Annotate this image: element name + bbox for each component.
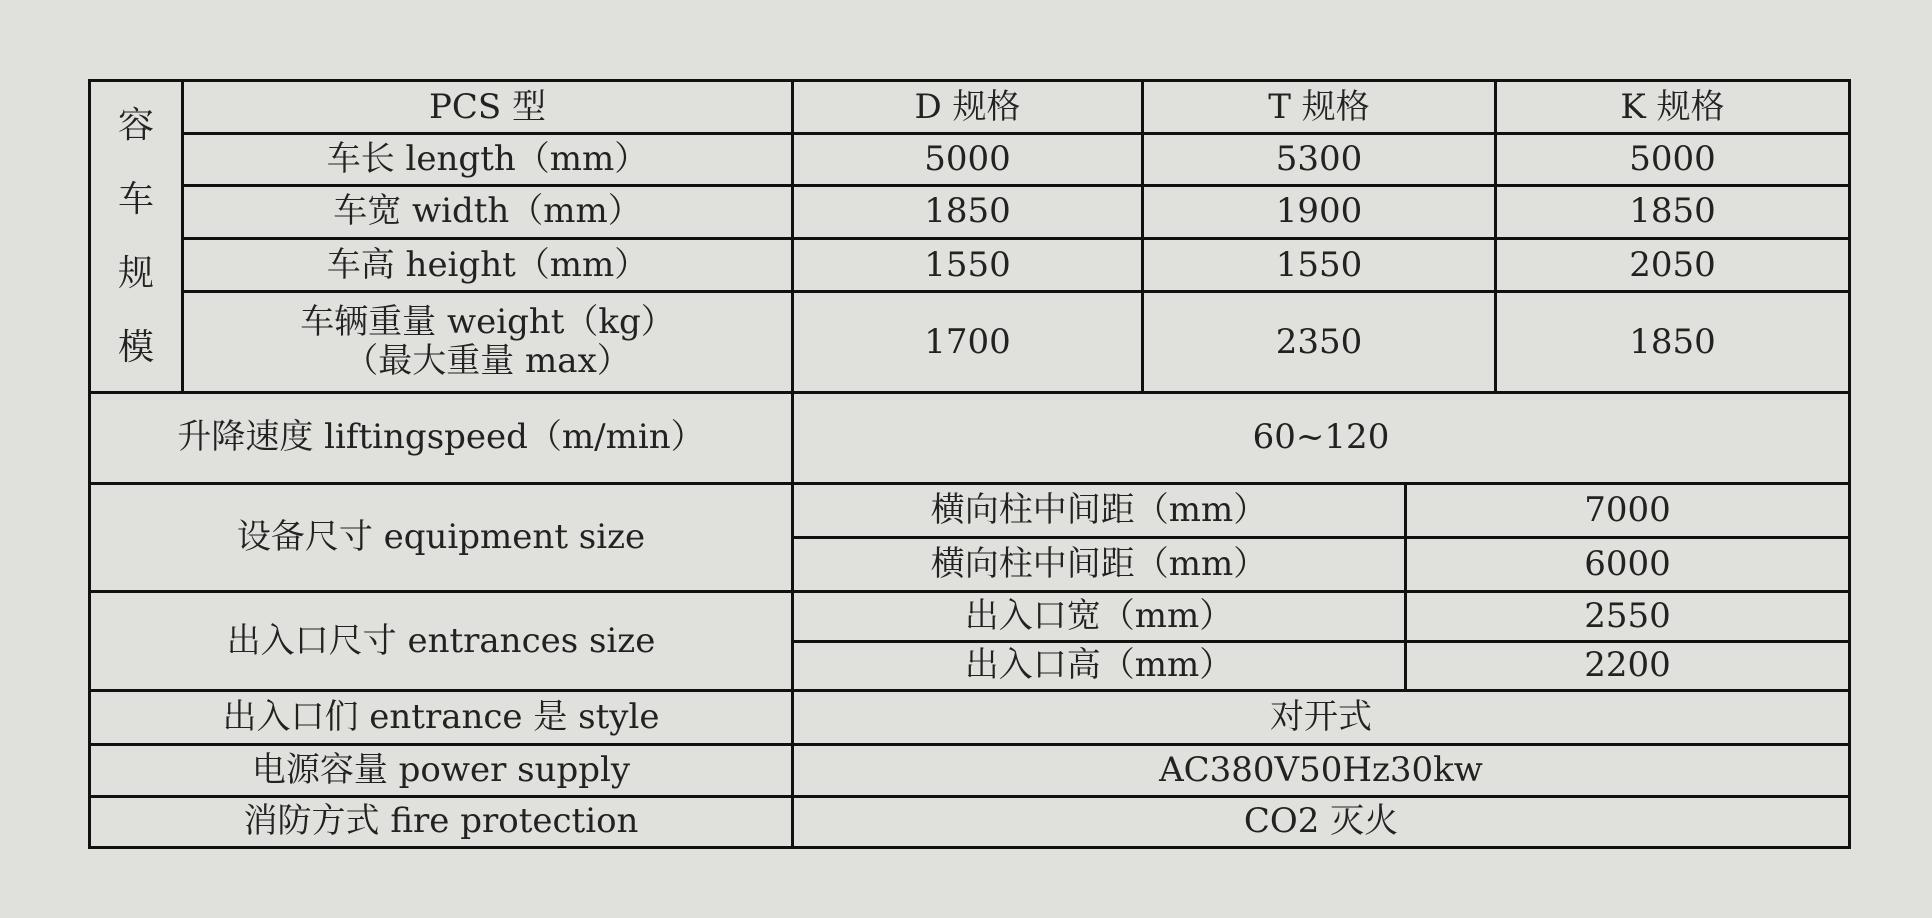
table-row: [90, 185, 1850, 238]
cell-value: 1850: [793, 185, 1143, 238]
cell-value: 2350: [1143, 292, 1496, 393]
row-label-line: 车辆重量 weight（kg）: [300, 302, 675, 343]
lifting-speed-value: 60~120: [793, 393, 1850, 484]
table-row: [90, 592, 1850, 641]
sub-row-value: 6000: [1406, 537, 1850, 591]
row-label: 车长 length（mm）: [183, 134, 793, 185]
entrance-style-value: 对开式: [793, 690, 1850, 744]
entrance-style-label: 出入口们 entrance 是 style: [90, 690, 793, 744]
sub-row-value: 7000: [1406, 483, 1850, 537]
row-label: [183, 292, 793, 393]
fire-protection-value: CO2 灭火: [793, 796, 1850, 847]
table-row: [90, 483, 1850, 537]
section-label-char: 规: [117, 252, 154, 294]
sub-row-label: 出入口宽（mm）: [793, 592, 1406, 641]
cell-value: 5000: [793, 134, 1143, 185]
row-label: 车高 height（mm）: [183, 239, 793, 292]
column-header-k: K 规格: [1496, 81, 1850, 134]
type-header: PCS 型: [183, 81, 793, 134]
table-row: [90, 292, 1850, 393]
table-row: [90, 745, 1850, 796]
sub-row-label: 出入口高（mm）: [793, 641, 1406, 690]
row-label: 车宽 width（mm）: [183, 185, 793, 238]
table-row: [90, 796, 1850, 847]
table-row: [90, 239, 1850, 292]
sub-row-label: 横向柱中间距（mm）: [793, 537, 1406, 591]
spec-table: [88, 79, 1851, 849]
header-row: [90, 81, 1850, 134]
column-header-t: T 规格: [1143, 81, 1496, 134]
section-label-char: 容: [117, 104, 154, 146]
car-spec-section-label: [90, 81, 183, 393]
entrance-size-label: 出入口尺寸 entrances size: [90, 592, 793, 691]
lifting-speed-label: 升降速度 liftingspeed（m/min）: [90, 393, 793, 484]
sub-row-value: 2550: [1406, 592, 1850, 641]
power-supply-value: AC380V50Hz30kw: [793, 745, 1850, 796]
table-row: [90, 393, 1850, 484]
cell-value: 1550: [793, 239, 1143, 292]
table-row: [90, 134, 1850, 185]
power-supply-label: 电源容量 power supply: [90, 745, 793, 796]
table-row: [90, 690, 1850, 744]
cell-value: 1850: [1496, 292, 1850, 393]
sub-row-value: 2200: [1406, 641, 1850, 690]
section-label-char: 模: [117, 326, 154, 368]
sub-row-label: 横向柱中间距（mm）: [793, 483, 1406, 537]
fire-protection-label: 消防方式 fire protection: [90, 796, 793, 847]
equipment-size-label: 设备尺寸 equipment size: [90, 483, 793, 592]
cell-value: 5000: [1496, 134, 1850, 185]
cell-value: 5300: [1143, 134, 1496, 185]
section-label-char: 车: [117, 178, 154, 220]
row-label-line: （最大重量 max）: [344, 341, 631, 382]
cell-value: 1900: [1143, 185, 1496, 238]
cell-value: 2050: [1496, 239, 1850, 292]
column-header-d: D 规格: [793, 81, 1143, 134]
cell-value: 1850: [1496, 185, 1850, 238]
cell-value: 1550: [1143, 239, 1496, 292]
cell-value: 1700: [793, 292, 1143, 393]
